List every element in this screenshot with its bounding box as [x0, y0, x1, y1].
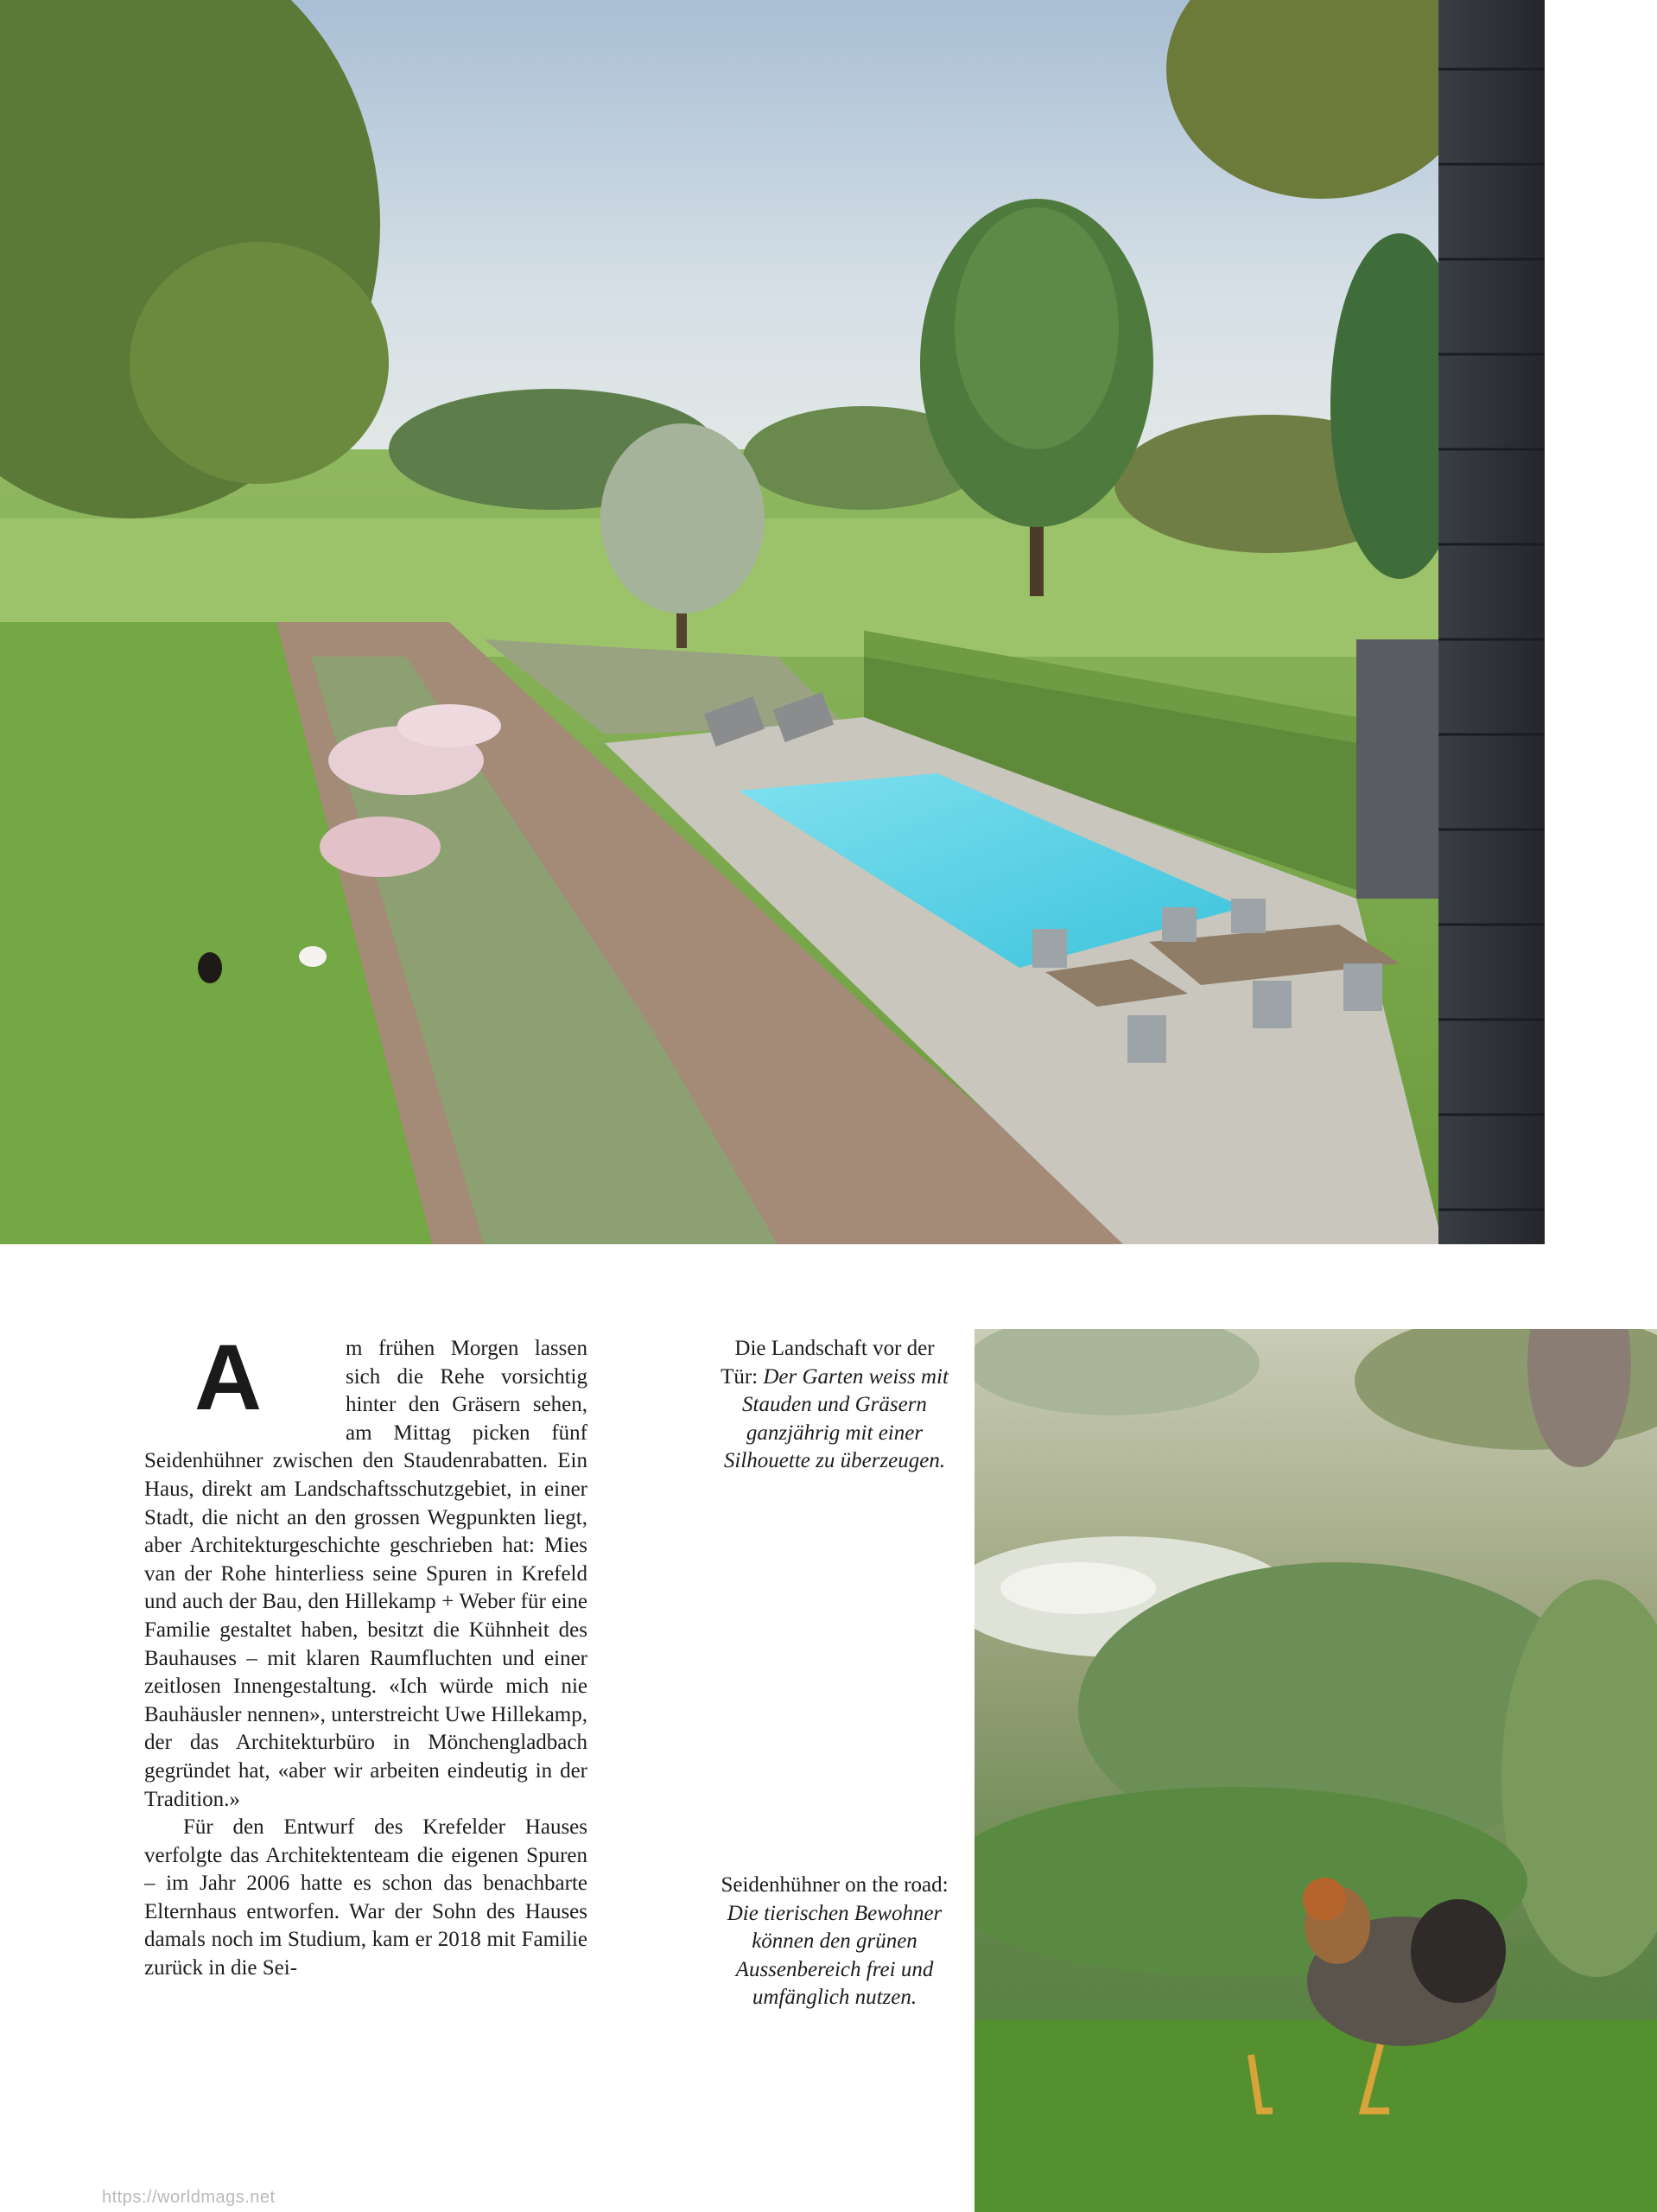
chicken-photo [975, 1329, 1657, 2212]
caption-chickens-lead: Seidenhühner on the road: [721, 1873, 949, 1897]
caption-landscape [717, 1335, 952, 1476]
caption-landscape-text: Der Garten weiss mit Stauden und Gräsern ganzjährig mit einer Silhouette zu überzeugen. [723, 1364, 949, 1473]
drop-cap: A [194, 1325, 262, 1429]
article-body [144, 1325, 587, 1983]
article-paragraph-1: m frühen Morgen lassen sich die Rehe vorsichtig hinter den Gräsern sehen, am Mittag picken fünf Seidenhühner zwischen den Staudenrabatten. Ein Haus, direkt am Landschaftsschutzgebiet, in einer Stadt, die nicht an den grossen Wegpunkten liegt, aber Architekturgeschichte geschrieben hat: Mies van der Rohe hinterliess seine Spuren in Krefeld und auch der Bau, den Hillekamp + Weber für eine Familie gestaltet haben, besitzt die Kühnheit des Bauhauses – mit klaren Raumfluchten und einer zeitlosen Innengestaltung. «Ich würde mich nie Bauhäusler nennen», unterstreicht Uwe Hillekamp, der das Architekturbüro in Mönchengladbach gegründet hat, «aber wir arbeiten eindeutig in der Tradition.» [144, 1337, 587, 1811]
caption-landscape-lead: Die Landschaft vor der Tür: [721, 1337, 935, 1389]
caption-chickens [717, 1872, 952, 2012]
caption-chickens-text: Die tierischen Bewohner können den grünen Aussenbereich frei und umfänglich nutzen. [727, 1901, 943, 2010]
article-paragraph-2: Für den Entwurf des Krefelder Hauses verfolgte das Architektenteam die eigenen Spuren – im Jahr 2006 hatte es schon das benachbarte Elternhaus entworfen. War der Sohn des Hauses damals noch im Studium, kam er 2018 mit Familie zurück in die Sei- [144, 1815, 587, 1980]
watermark-url: https://worldmags.net [102, 2188, 276, 2207]
